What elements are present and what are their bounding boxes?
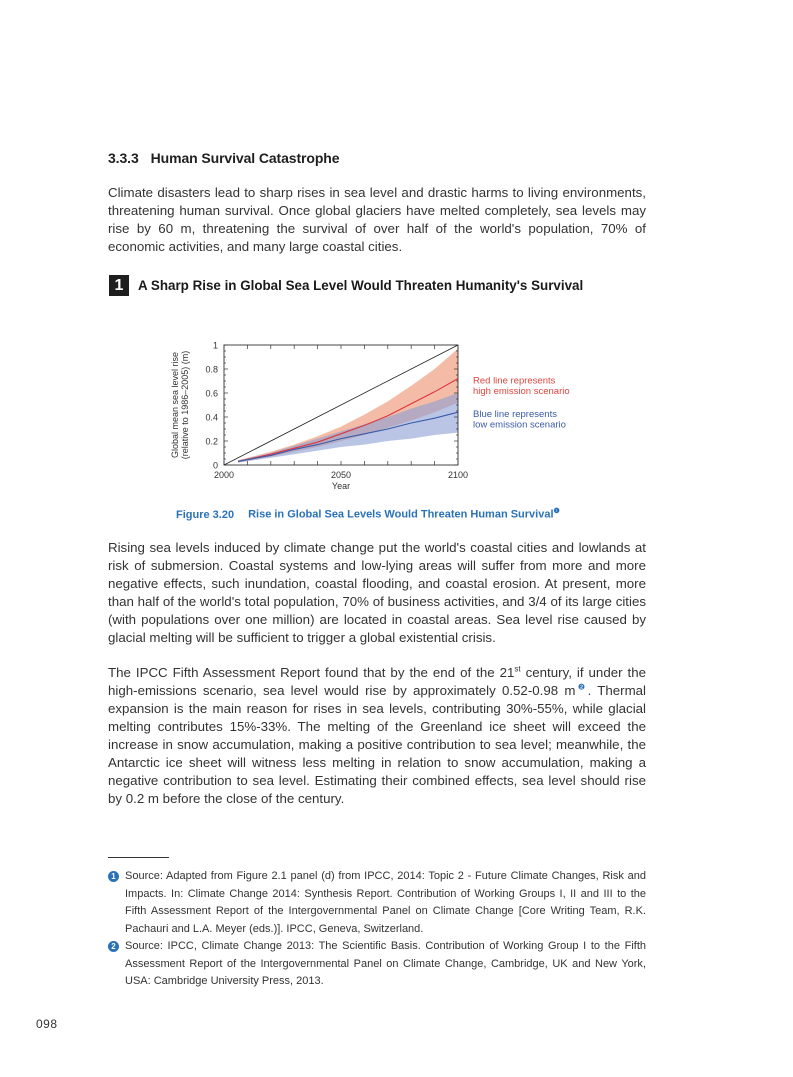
legend-high-emission: high emission scenario <box>473 385 570 397</box>
ordinal-suffix: st <box>514 664 521 674</box>
footnotes <box>108 868 646 991</box>
y-tick-label: 0.2 <box>205 436 218 447</box>
subsection-number-box: 1 <box>109 275 129 296</box>
x-tick-label: 2050 <box>330 470 352 480</box>
footnote-1 <box>108 868 646 938</box>
footnote-number-icon: 1 <box>108 871 119 882</box>
y-tick-label: 1 <box>212 340 218 351</box>
x-axis-label: Year <box>331 481 351 491</box>
body-paragraph-2 <box>108 539 646 647</box>
figure-title: Rise in Global Sea Levels Would Threaten Human Survival <box>248 508 554 521</box>
y-axis-label: Global mean sea level rise <box>170 351 180 459</box>
section-heading <box>108 150 339 166</box>
y-tick-label: 0 <box>212 460 218 471</box>
paragraph-3-part-b: century, if under the high-emissions scenario, sea level would rise by approximately 0.52-0.98 m <box>108 665 647 698</box>
y-tick-label: 0.4 <box>205 412 218 423</box>
y-tick-label: 0.6 <box>205 388 218 399</box>
footnote-divider <box>108 857 169 858</box>
page-number: 098 <box>36 1017 58 1031</box>
section-title: Human Survival Catastrophe <box>150 150 340 166</box>
paragraph-3-part-a: The IPCC Fifth Assessment Report found that by the end of the 21 <box>108 665 515 680</box>
figure-caption <box>176 507 560 521</box>
footnote-1-text: Source: Adapted from Figure 2.1 panel (d) from IPCC, 2014: Topic 2 - Future Climate Changes, Risk and Impacts. In: Climate Change 2014: Synthesis Report. Contribution of Working Groups I, II and III to the Fifth Assessment Report of the Intergovernmental Panel on Climate Change [Core Writing Team, R.K. Pachauri and L.A. Meyer (eds.)]. IPCC, Geneva, Switzerland. <box>125 870 646 935</box>
y-tick-label: 0.8 <box>205 364 218 375</box>
footnote-ref-2[interactable]: ❷ <box>575 682 588 692</box>
intro-paragraph-text: Climate disasters lead to sharp rises in sea level and drastic harms to living environments, threatening human survival. Once global glaciers have melted completely, sea levels may rise by 60 m, threatening the survival of over half of the world's population, 70% of economic activities, and many large coastal cities. <box>108 185 646 254</box>
footnote-2 <box>108 938 646 991</box>
section-number: 3.3.3 <box>108 150 139 166</box>
y-axis-label: (relative to 1986–2005) (m) <box>180 350 190 460</box>
legend-low-emission: low emission scenario <box>473 419 566 431</box>
x-tick-label: 2000 <box>213 470 235 480</box>
intro-paragraph <box>108 184 646 256</box>
subsection-heading <box>109 275 583 296</box>
body-paragraph-2-text: Rising sea levels induced by climate change put the world's coastal cities and lowlands at risk of submersion. Coastal systems and low-lying areas will suffer from more and more negative effects, such inundation, coastal flooding, and coastal erosion. At present, more than half of the world's total population, 70% of business activities, and 3/4 of its large cities (with populations over one million) are located in coastal areas. Sea level rise caused by glacial melting will be sufficient to trigger a global existential crisis. <box>108 540 646 645</box>
x-tick-label: 2100 <box>447 470 469 480</box>
footnote-ref-1[interactable]: ❶ <box>553 508 560 515</box>
paragraph-3-part-c: . Thermal expansion is the main reason for rises in sea levels, contributing 30%-55%, while glacial melting contributes 15%-33%. The melting of the Greenland ice sheet will exceed the increase in snow accumulation, making a positive contribution to sea level; meanwhile, the Antarctic ice sheet will witness less melting in relation to snow accumulation, making a negative contribution to sea level. Estimating their combined effects, sea level should rise by 0.2 m before the close of the century. <box>108 683 647 806</box>
body-paragraph-3 <box>108 664 646 808</box>
legend-high-emission: Red line represents <box>473 375 556 387</box>
footnote-number-icon: 2 <box>108 941 119 952</box>
legend-low-emission: Blue line represents <box>473 409 557 420</box>
sea-level-chart <box>160 330 600 500</box>
footnote-2-text: Source: IPCC, Climate Change 2013: The Scientific Basis. Contribution of Working Group I to the Fifth Assessment Report of the Intergovernmental Panel on Climate Change, Cambridge, UK and New York, USA: Cambridge University Press, 2013. <box>125 940 646 987</box>
subsection-title: A Sharp Rise in Global Sea Level Would Threaten Humanity's Survival <box>138 278 584 293</box>
figure-label: Figure 3.20 <box>176 508 235 521</box>
